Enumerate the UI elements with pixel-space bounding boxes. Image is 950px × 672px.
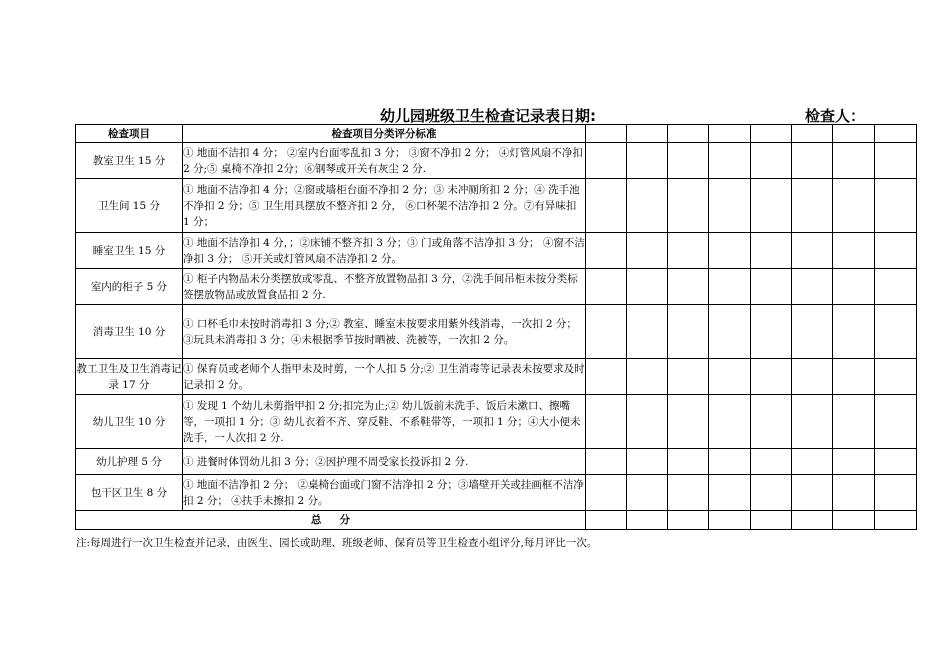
score-cell[interactable]: [668, 233, 709, 269]
row-item: 室内的柜子 5 分: [76, 269, 183, 305]
total-score-cell[interactable]: [792, 511, 833, 530]
page-title: 幼儿园班级卫生检查记录表日期:: [380, 107, 597, 125]
score-cell[interactable]: [668, 143, 709, 179]
score-cell[interactable]: [875, 125, 917, 143]
score-cell[interactable]: [751, 143, 792, 179]
score-cell[interactable]: [627, 125, 668, 143]
row-criteria: ① 地面不洁扣 4 分； ②室内台面零乱扣 3 分； ③窗不净扣 2 分； ④灯管风扇不净扣 2 分;⑤ 桌椅不净扣 2分；⑥钢琴或开关有灰尘 2 分.: [183, 143, 586, 179]
score-cell[interactable]: [709, 143, 751, 179]
score-cell[interactable]: [586, 475, 627, 511]
row-criteria: ① 地面不洁净扣 2 分； ②桌椅台面或门窗不洁净扣 2 分；③墙壁开关或挂画框不洁净扣 2 分； ④扶手未擦扣 2 分。: [183, 475, 586, 511]
score-cell[interactable]: [875, 395, 917, 449]
score-cell[interactable]: [833, 269, 875, 305]
table-row: [76, 395, 917, 449]
row-item: 卫生间 15 分: [76, 179, 183, 233]
score-cell[interactable]: [751, 179, 792, 233]
score-cell[interactable]: [709, 449, 751, 475]
table-row: [76, 359, 917, 395]
score-cell[interactable]: [792, 233, 833, 269]
score-cell[interactable]: [709, 233, 751, 269]
score-cell[interactable]: [709, 395, 751, 449]
row-item: 幼儿护理 5 分: [76, 449, 183, 475]
score-cell[interactable]: [627, 179, 668, 233]
score-cell[interactable]: [586, 395, 627, 449]
table-row: [76, 179, 917, 233]
header-criteria: 检查项目分类评分标准: [183, 125, 586, 143]
row-criteria: ① 柜子内物品未分类摆放或零乱、不整齐放置物品扣 3 分，②洗手间吊柜未按分类标签摆放物品或放置食品扣 2 分.: [183, 269, 586, 305]
score-cell[interactable]: [833, 125, 875, 143]
score-cell[interactable]: [875, 143, 917, 179]
score-cell[interactable]: [627, 395, 668, 449]
score-cell[interactable]: [833, 233, 875, 269]
total-score-cell[interactable]: [668, 511, 709, 530]
score-cell[interactable]: [627, 269, 668, 305]
inspector-label: 检查人：: [805, 107, 866, 125]
row-item: 幼儿卫生 10 分: [76, 395, 183, 449]
score-cell[interactable]: [833, 143, 875, 179]
score-cell[interactable]: [668, 359, 709, 395]
score-cell[interactable]: [586, 125, 627, 143]
total-score-cell[interactable]: [875, 511, 917, 530]
score-cell[interactable]: [586, 359, 627, 395]
score-cell[interactable]: [875, 179, 917, 233]
score-cell[interactable]: [833, 179, 875, 233]
row-item: 消毒卫生 10 分: [76, 305, 183, 359]
score-cell[interactable]: [627, 143, 668, 179]
score-cell[interactable]: [586, 233, 627, 269]
score-cell[interactable]: [875, 475, 917, 511]
score-cell[interactable]: [875, 449, 917, 475]
row-criteria: ① 保育员或老师个人指甲未及时剪，一个人扣 5 分;② 卫生消毒等记录表未按要求及时记录扣 2 分。: [183, 359, 586, 395]
score-cell[interactable]: [751, 449, 792, 475]
score-cell[interactable]: [751, 125, 792, 143]
score-cell[interactable]: [875, 305, 917, 359]
score-cell[interactable]: [709, 125, 751, 143]
total-score-cell[interactable]: [627, 511, 668, 530]
score-cell[interactable]: [627, 305, 668, 359]
row-item: 睡室卫生 15 分: [76, 233, 183, 269]
total-score-cell[interactable]: [586, 511, 627, 530]
score-cell[interactable]: [668, 475, 709, 511]
score-cell[interactable]: [586, 269, 627, 305]
row-criteria: ① 发现 1 个幼儿未剪指甲扣 2 分;扣完为止;② 幼儿饭前未洗手、饭后未漱口、擦嘴等，一项扣 1 分；③ 幼儿衣着不齐、穿反鞋、不系鞋带等，一项扣 1 分；④大小便未洗手，一人次扣 2 分.: [183, 395, 586, 449]
score-cell[interactable]: [627, 233, 668, 269]
score-cell[interactable]: [833, 475, 875, 511]
score-cell[interactable]: [751, 305, 792, 359]
table-row: [76, 475, 917, 511]
score-cell[interactable]: [586, 449, 627, 475]
score-cell[interactable]: [875, 359, 917, 395]
total-score-cell[interactable]: [833, 511, 875, 530]
score-cell[interactable]: [792, 269, 833, 305]
table-row: [76, 143, 917, 179]
row-criteria: ① 地面不洁净扣 4 分，；②床铺不整齐扣 3 分；③ 门或角落不洁净扣 3 分； ④窗不洁净扣 3 分； ⑤开关或灯管风扇不洁净扣 2 分。: [183, 233, 586, 269]
score-cell[interactable]: [751, 475, 792, 511]
score-cell[interactable]: [792, 179, 833, 233]
score-cell[interactable]: [833, 449, 875, 475]
score-cell[interactable]: [751, 233, 792, 269]
table-row: [76, 449, 917, 475]
header-row: [76, 125, 917, 143]
score-cell[interactable]: [668, 395, 709, 449]
score-cell[interactable]: [833, 305, 875, 359]
score-cell[interactable]: [586, 143, 627, 179]
score-cell[interactable]: [792, 125, 833, 143]
score-cell[interactable]: [709, 269, 751, 305]
score-cell[interactable]: [833, 359, 875, 395]
score-cell[interactable]: [751, 395, 792, 449]
score-cell[interactable]: [709, 179, 751, 233]
score-cell[interactable]: [833, 395, 875, 449]
total-score-cell[interactable]: [709, 511, 751, 530]
row-criteria: ① 地面不洁净扣 4 分；②窗或墙柜台面不净扣 2 分；③ 未冲厕所扣 2 分；④ 洗手池不净扣 2 分；⑤ 卫生用具摆放不整齐扣 2 分， ⑥口杯架不洁净扣 2 分。⑦有异味扣 1 分；: [183, 179, 586, 233]
hygiene-check-table: [75, 124, 917, 530]
table-row: [76, 233, 917, 269]
total-label: 总 分: [76, 511, 586, 530]
score-cell[interactable]: [586, 179, 627, 233]
score-cell[interactable]: [792, 359, 833, 395]
score-cell[interactable]: [668, 125, 709, 143]
score-cell[interactable]: [751, 269, 792, 305]
total-score-cell[interactable]: [751, 511, 792, 530]
row-item: 教室卫生 15 分: [76, 143, 183, 179]
table-row: [76, 305, 917, 359]
score-cell[interactable]: [627, 359, 668, 395]
score-cell[interactable]: [792, 143, 833, 179]
table-row: [76, 269, 917, 305]
score-cell[interactable]: [875, 269, 917, 305]
score-cell[interactable]: [668, 269, 709, 305]
score-cell[interactable]: [875, 233, 917, 269]
score-cell[interactable]: [709, 475, 751, 511]
score-cell[interactable]: [709, 305, 751, 359]
score-cell[interactable]: [668, 305, 709, 359]
score-cell[interactable]: [792, 395, 833, 449]
score-cell[interactable]: [627, 449, 668, 475]
score-cell[interactable]: [792, 305, 833, 359]
footnote: 注:每周进行一次卫生检查并记录，由医生、园长或助理、班级老师、保育员等卫生检查小组评分,每月评比一次。: [76, 537, 598, 549]
score-cell[interactable]: [709, 359, 751, 395]
score-cell[interactable]: [668, 449, 709, 475]
score-cell[interactable]: [668, 179, 709, 233]
row-item: 包干区卫生 8 分: [76, 475, 183, 511]
row-criteria: ① 进餐时体罚幼儿扣 3 分；②因护理不周受家长投诉扣 2 分.: [183, 449, 586, 475]
score-cell[interactable]: [751, 359, 792, 395]
score-cell[interactable]: [792, 475, 833, 511]
score-cell[interactable]: [586, 305, 627, 359]
row-item: 教工卫生及卫生消毒记录 17 分: [76, 359, 183, 395]
total-row: [76, 511, 917, 530]
score-cell[interactable]: [792, 449, 833, 475]
header-item: 检查项目: [76, 125, 183, 143]
score-cell[interactable]: [627, 475, 668, 511]
row-criteria: ① 口杯毛巾未按时消毒扣 3 分;② 教室、睡室未按要求用紫外线消毒，一次扣 2 分；③玩具未消毒扣 3 分；④未根据季节按时晒被、洗被等，一次扣 2 分。: [183, 305, 586, 359]
